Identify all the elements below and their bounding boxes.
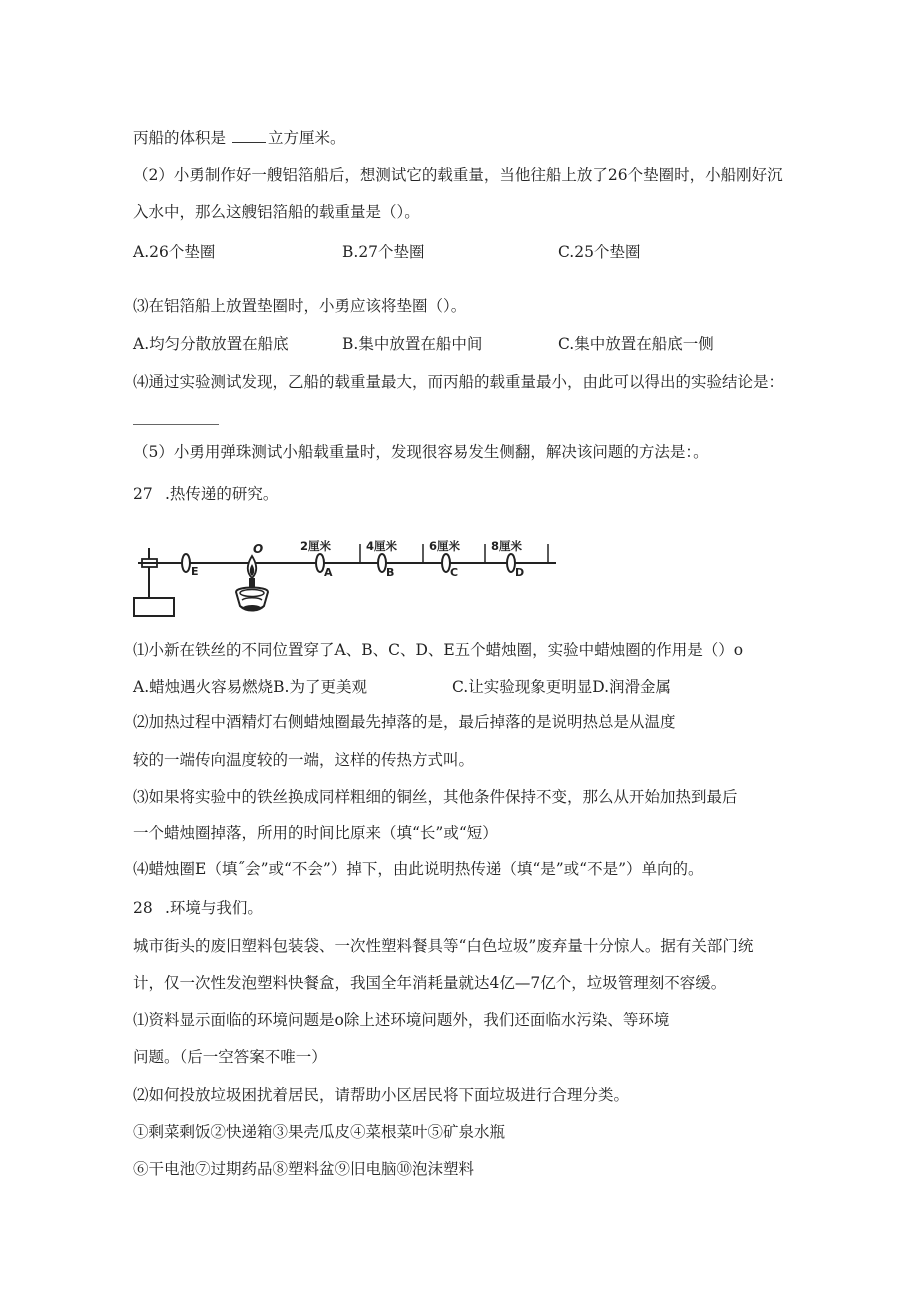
q28-2-line: ⑵如何投放垃圾困扰着居民，请帮助小区居民将下面垃圾进行合理分类。 <box>133 1086 630 1104</box>
svg-text:6厘米: 6厘米 <box>429 539 461 553</box>
q27-1-line: ⑴小新在铁丝的不同位置穿了A、B、C、D、E五个蜡烛圈，实验中蜡烛圈的作用是（）o <box>133 641 744 659</box>
q28-1-line2: 问题。（后一空答案不唯一） <box>133 1048 327 1066</box>
alcohol-lamp-icon <box>236 556 268 611</box>
q26-2-option-c[interactable]: C.25个垫圈 <box>558 243 641 261</box>
wax-ring-c <box>442 554 450 572</box>
q27-1-options-cd[interactable]: C.让实验现象更明显D.润滑金属 <box>452 678 672 696</box>
q26-2-option-a[interactable]: A.26个垫圈 <box>133 243 216 261</box>
q27-2-line1: ⑵加热过程中酒精灯右侧蜡烛圈最先掉落的是，最后掉落的是说明热总是从温度 <box>133 713 676 731</box>
q27-3-line1: ⑶如果将实验中的铁丝换成同样粗细的铜丝，其他条件保持不变，那么从开始加热到最后 <box>133 788 738 806</box>
q27-title: .热传递的研究。 <box>165 485 279 503</box>
q26-5-line: （5）小勇用弹珠测试小船载重量时，发现很容易发生侧翻，解决该问题的方法是：。 <box>133 443 709 461</box>
ring-label-a: A <box>324 566 333 579</box>
q27-3-line2: 一个蜡烛圈掉落，所用的时间比原来（填“长”或“短） <box>133 824 498 842</box>
svg-text:2厘米: 2厘米 <box>300 539 332 553</box>
ring-label-b: B <box>386 566 395 579</box>
q26-2-option-b[interactable]: B.27个垫圈 <box>342 243 425 261</box>
garbage-list-line2: ⑥干电池⑦过期药品⑧塑料盆⑨旧电脑⑩泡沫塑料 <box>133 1160 475 1178</box>
svg-text:4厘米: 4厘米 <box>366 539 398 553</box>
stand-base <box>134 598 174 616</box>
q26-1-unit: 立方厘米。 <box>268 129 346 147</box>
q26-2-line1: （2）小勇制作好一艘铝箔船后，想测试它的载重量，当他往船上放了26个垫圈时，小船刚好沉 <box>133 166 783 184</box>
q28-number: 28 <box>133 899 153 917</box>
distance-label-4cm <box>366 539 398 553</box>
wax-ring-a <box>316 554 324 572</box>
q26-1-text: 丙船的体积是 <box>133 129 227 147</box>
q28-passage-line1: 城市街头的废旧塑料包装袋、一次性塑料餐具等“白色垃圾”废弃量十分惊人。据有关部门统 <box>133 937 754 955</box>
wax-ring-b <box>378 554 386 572</box>
q27-heading <box>133 484 278 504</box>
q28-heading <box>133 898 263 918</box>
volume-blank[interactable] <box>232 128 266 143</box>
ring-label-c: C <box>450 566 459 579</box>
svg-text:8厘米: 8厘米 <box>491 539 523 553</box>
flame-point-label: O <box>253 542 264 556</box>
q26-3-line: ⑶在铝箔船上放置垫圈时，小勇应该将垫圈（）。 <box>133 297 467 315</box>
q27-4-line: ⑷蜡烛圈E（填˝会”或“不会”）掉下，由此说明热传递（填“是”或“不是”）单向的。 <box>133 860 704 878</box>
q27-1-options-ab[interactable]: A.蜡烛遇火容易燃烧B.为了更美观 <box>133 678 367 696</box>
distance-label-2cm <box>300 539 332 553</box>
q28-passage-line2: 计，仅一次性发泡塑料快餐盒，我国全年消耗量就达4亿—7亿个，垃圾管理刻不容缓。 <box>133 974 727 992</box>
q27-number: 27 <box>133 485 153 503</box>
q26-3-option-b[interactable]: B.集中放置在船中间 <box>342 335 483 353</box>
q28-title: .环境与我们。 <box>165 899 263 917</box>
garbage-list-line1: ①剩菜剩饭②快递箱③果壳瓜皮④菜根菜叶⑤矿泉水瓶 <box>133 1123 506 1141</box>
q26-2-line2: 入水中，那么这艘铝箔船的载重量是（）。 <box>133 203 420 221</box>
answer-blank-line[interactable] <box>133 424 219 425</box>
wax-ring-e <box>182 554 190 572</box>
q26-1-line <box>133 128 346 148</box>
distance-label-8cm <box>491 539 523 553</box>
q27-2-line2: 较的一端传向温度较的一端，这样的传热方式叫。 <box>133 751 475 769</box>
q28-1-line1: ⑴资料显示面临的环境问题是o除上述环境问题外，我们还面临水污染、等环境 <box>133 1011 670 1029</box>
ring-label-e: E <box>191 565 199 578</box>
heat-conduction-diagram <box>128 536 560 620</box>
ring-label-d: D <box>515 566 525 579</box>
q26-3-option-a[interactable]: A.均匀分散放置在船底 <box>133 335 289 353</box>
q26-4-line: ⑷通过实验测试发现，乙船的载重量最大，而丙船的载重量最小，由此可以得出的实验结论是： <box>133 373 785 391</box>
wax-ring-d <box>507 554 515 572</box>
distance-label-6cm <box>429 539 461 553</box>
q26-3-option-c[interactable]: C.集中放置在船底一侧 <box>558 335 714 353</box>
